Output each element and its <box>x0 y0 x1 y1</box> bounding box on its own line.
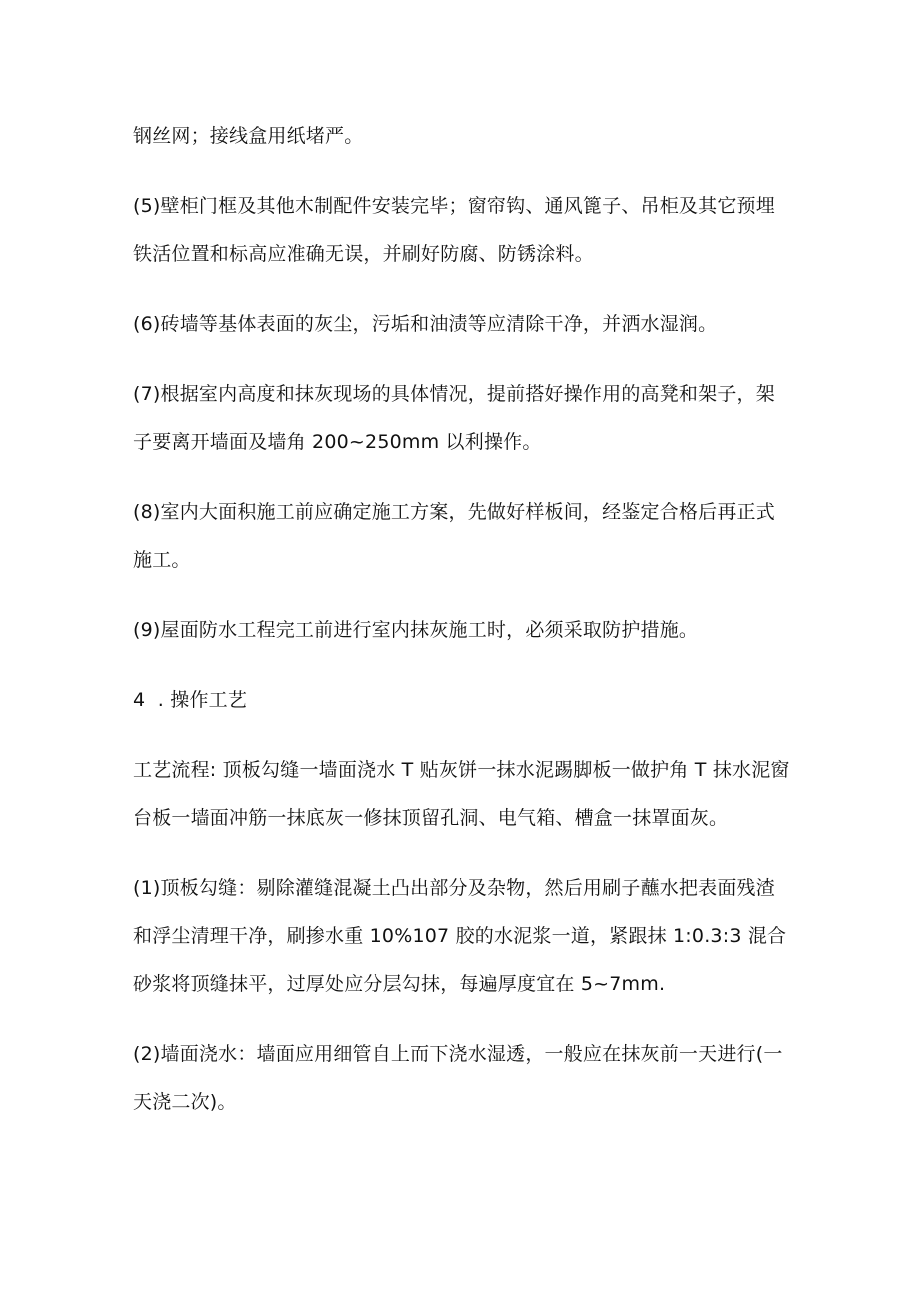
paragraph-item-7: (7)根据室内高度和抹灰现场的具体情况，提前搭好操作用的高凳和架子，架子要离开墙面及墙角 200~250mm 以利操作。 <box>133 383 775 453</box>
document-body <box>133 112 793 1148</box>
paragraph-continuation: 钢丝网；接线盒用纸堵严。 <box>133 125 364 147</box>
section-heading: 4 . 操作工艺 <box>133 689 248 711</box>
paragraph-process-flow: 工艺流程: 顶板勾缝一墙面浇水 T 贴灰饼一抹水泥踢脚板一做护角 T 抹水泥窗台板一墙面冲筋一抹底灰一修抹顶留孔洞、电气箱、槽盒一抹罩面灰。 <box>133 759 790 829</box>
paragraph-item-8: (8)室内大面积施工前应确定施工方案，先做好样板间，经鉴定合格后再正式施工。 <box>133 501 775 571</box>
paragraph-item-6: (6)砖墙等基体表面的灰尘，污垢和油渍等应清除干净，并洒水湿润。 <box>133 313 718 335</box>
paragraph-item-9: (9)屋面防水工程完工前进行室内抹灰施工时，必须采取防护措施。 <box>133 619 699 641</box>
paragraph-item-5: (5)壁柜门框及其他木制配件安装完毕；窗帘钩、通风篦子、吊柜及其它预埋铁活位置和标高应准确无误，并刷好防腐、防锈涂料。 <box>133 195 775 265</box>
paragraph-step-1: (1)顶板勾缝：剔除灌缝混凝土凸出部分及杂物，然后用刷子蘸水把表面残渣和浮尘清理干净，刷掺水重 10%107 胶的水泥浆一道，紧跟抹 1:0.3:3 混合砂浆将顶缝抹平，过厚处应分层勾抹，每遍厚度宜在 5~7mm. <box>133 877 787 995</box>
paragraph-step-2: (2)墙面浇水：墙面应用细管自上而下浇水湿透，一般应在抹灰前一天进行(一天浇二次)。 <box>133 1043 783 1113</box>
